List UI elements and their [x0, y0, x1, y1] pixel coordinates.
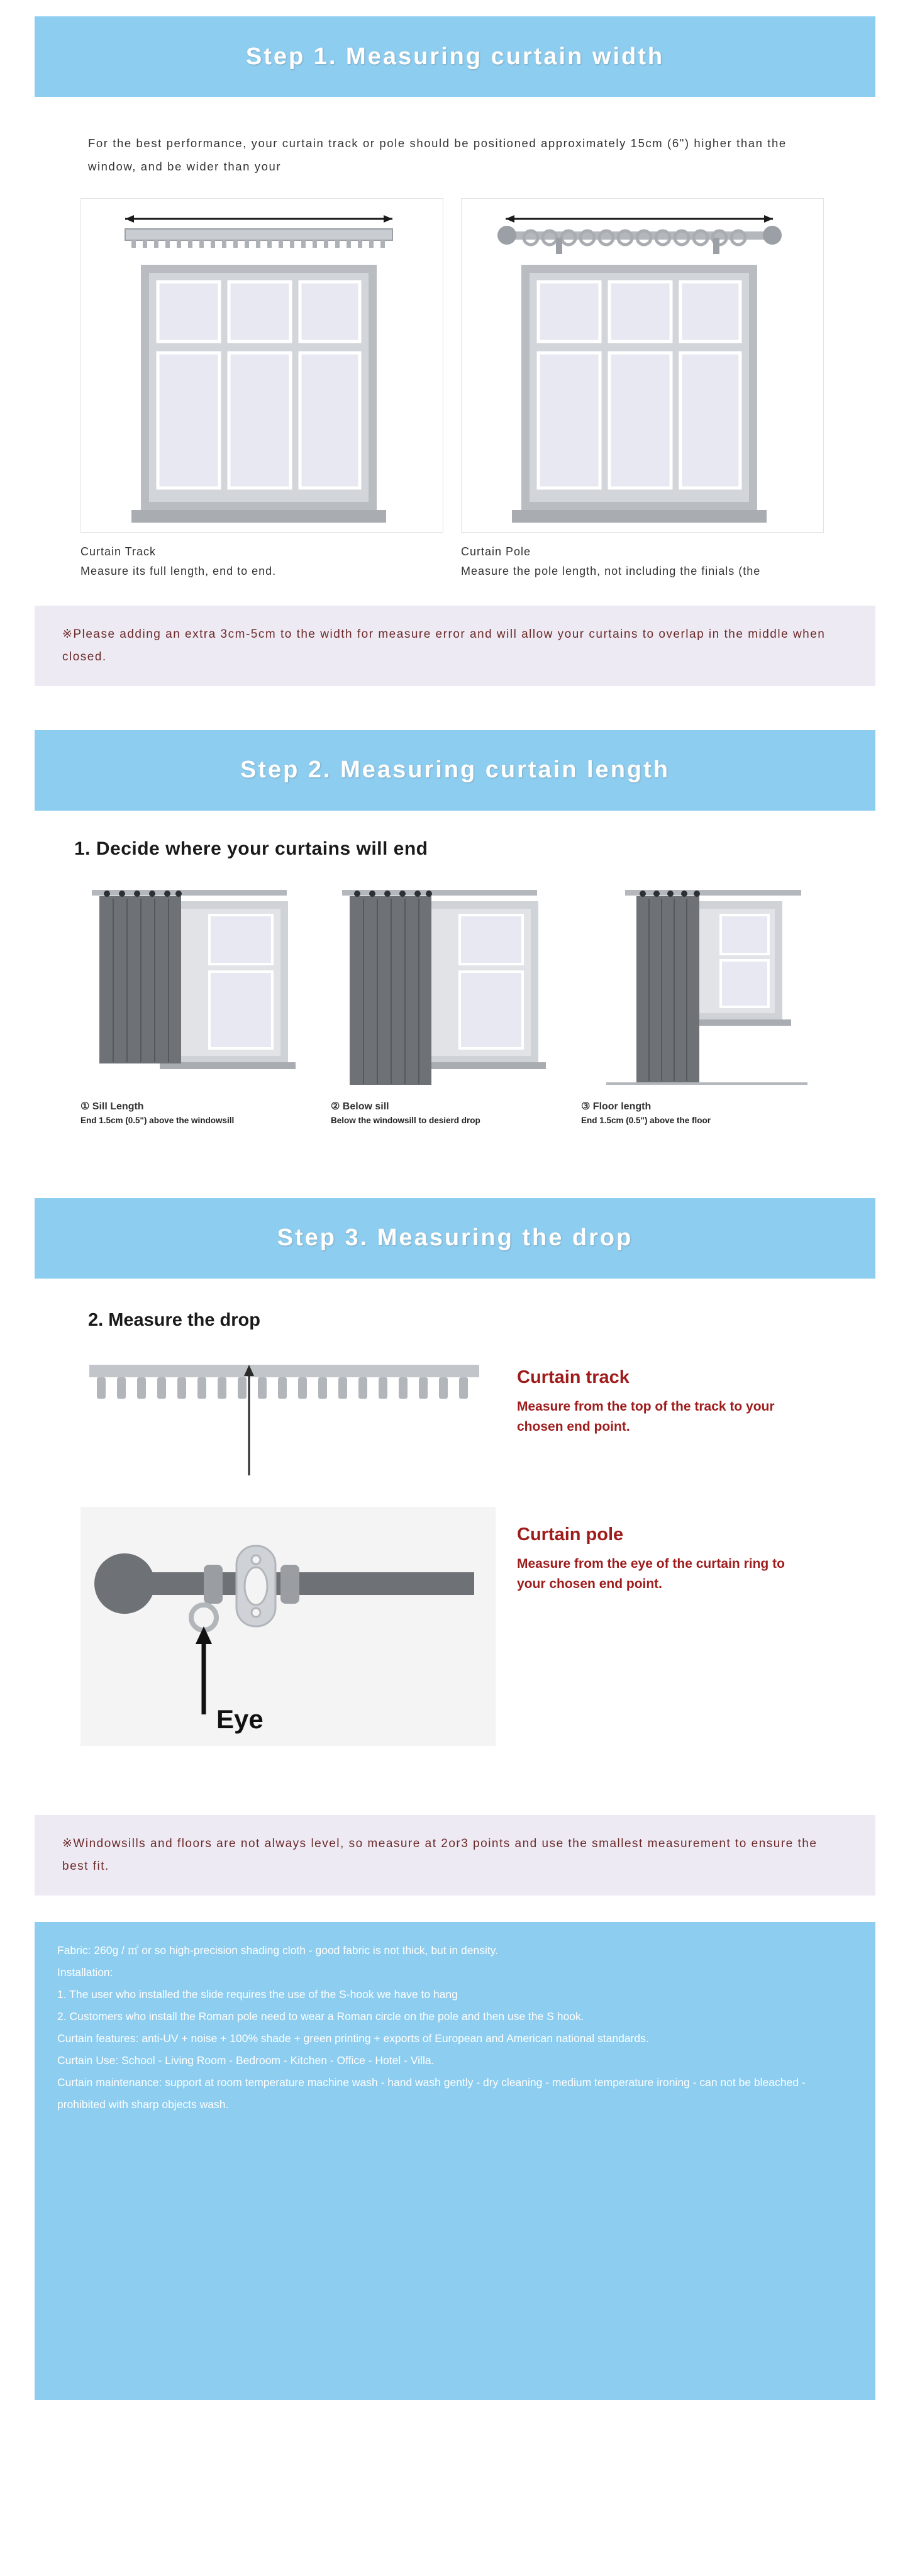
- info-line-5: Curtain features: anti-UV + noise + 100% shade + green printing + exports of European and American national standards.: [57, 2031, 649, 2045]
- track-drop-text: [496, 1350, 813, 1438]
- step2-subheading: 1. Decide where your curtains will end: [74, 838, 428, 859]
- floor-length-illustration: [581, 876, 819, 1095]
- curtain-track-diagram: [80, 198, 443, 533]
- pole-caption-body: Measure the pole length, not including the finials (the: [461, 564, 761, 577]
- step1-banner: [35, 16, 875, 97]
- curtain-track-illustration: [81, 199, 443, 531]
- step2-banner: [35, 730, 875, 811]
- option-floor-length: [581, 876, 820, 1125]
- option-3-label: ③ Floor length: [581, 1101, 652, 1112]
- info-line-7: Curtain maintenance: support at room temperature machine wash - hand wash gently - dry cleaning - medium temperature ironing - can not be bleached - prohibited with sharp objects wash.: [57, 2075, 806, 2111]
- curtain-track-heading: Curtain track: [517, 1367, 630, 1387]
- drop-pole-block: [80, 1507, 830, 1746]
- option-1-sub: End 1.5cm (0.5") above the windowsill: [80, 1115, 235, 1125]
- step3-banner: [35, 1198, 875, 1279]
- track-caption: [80, 543, 443, 580]
- pole-caption-title: Curtain Pole: [461, 545, 531, 558]
- info-line-6: Curtain Use: School - Living Room - Bedroom - Kitchen - Office - Hotel - Villa.: [57, 2053, 435, 2067]
- option-2-sub: Below the windowsill to desierd drop: [331, 1115, 480, 1125]
- pole-drop-illustration: [80, 1507, 496, 1746]
- track-drop-illustration: [80, 1350, 496, 1488]
- info-line-3: 1. The user who installed the slide requires the use of the S-hook we have to hang: [57, 1987, 458, 2001]
- product-info-panel: [35, 1922, 875, 2400]
- pole-drop-art: [80, 1507, 496, 1746]
- sill-length-illustration: [80, 876, 318, 1095]
- step1-title: Step 1. Measuring curtain width: [245, 43, 665, 70]
- track-caption-title: Curtain Track: [80, 545, 157, 558]
- eye-label: Eye: [216, 1704, 264, 1734]
- pole-drop-text: [496, 1507, 813, 1595]
- info-line-2: Installation:: [57, 1965, 113, 1979]
- below-sill-illustration: [331, 876, 569, 1095]
- info-line-4: 2. Customers who install the Roman pole need to wear a Roman circle on the pole and then use the S hook.: [57, 2009, 584, 2023]
- curtain-pole-diagram: [461, 198, 824, 533]
- track-drop-art: [80, 1350, 496, 1488]
- step3-notice: ※Windowsills and floors are not always level, so measure at 2or3 points and use the smallest measurement to ensure the best fit.: [35, 1815, 875, 1896]
- pole-caption: [461, 543, 824, 580]
- width-diagram-captions: [80, 543, 830, 580]
- width-diagrams: [80, 198, 830, 533]
- option-3-sub: End 1.5cm (0.5") above the floor: [581, 1115, 711, 1125]
- curtain-end-options: [80, 876, 830, 1125]
- curtain-pole-desc: Measure from the eye of the curtain ring to your chosen end point.: [517, 1556, 785, 1592]
- option-below-sill: [331, 876, 570, 1125]
- info-line-1: Fabric: 260g / ㎡ or so high-precision shading cloth - good fabric is not thick, but in density.: [57, 1943, 499, 1957]
- option-1-label: ① Sill Length: [80, 1101, 144, 1112]
- drop-track-block: [80, 1350, 830, 1488]
- step1-intro: For the best performance, your curtain track or pole should be positioned approximately 15cm (6") higher than the window, and be wider than your: [88, 136, 787, 173]
- option-2-label: ② Below sill: [331, 1101, 389, 1112]
- step2-title: Step 2. Measuring curtain length: [240, 757, 670, 784]
- curtain-pole-illustration: [462, 199, 823, 531]
- step1-notice: ※Please adding an extra 3cm-5cm to the width for measure error and will allow your curtains to overlap in the middle when closed.: [35, 606, 875, 686]
- curtain-track-desc: Measure from the top of the track to your chosen end point.: [517, 1399, 775, 1435]
- track-caption-body: Measure its full length, end to end.: [80, 564, 277, 577]
- curtain-pole-heading: Curtain pole: [517, 1524, 624, 1545]
- option-sill-length: [80, 876, 319, 1125]
- step3-title: Step 3. Measuring the drop: [277, 1224, 633, 1252]
- step3-subheading: 2. Measure the drop: [88, 1309, 260, 1330]
